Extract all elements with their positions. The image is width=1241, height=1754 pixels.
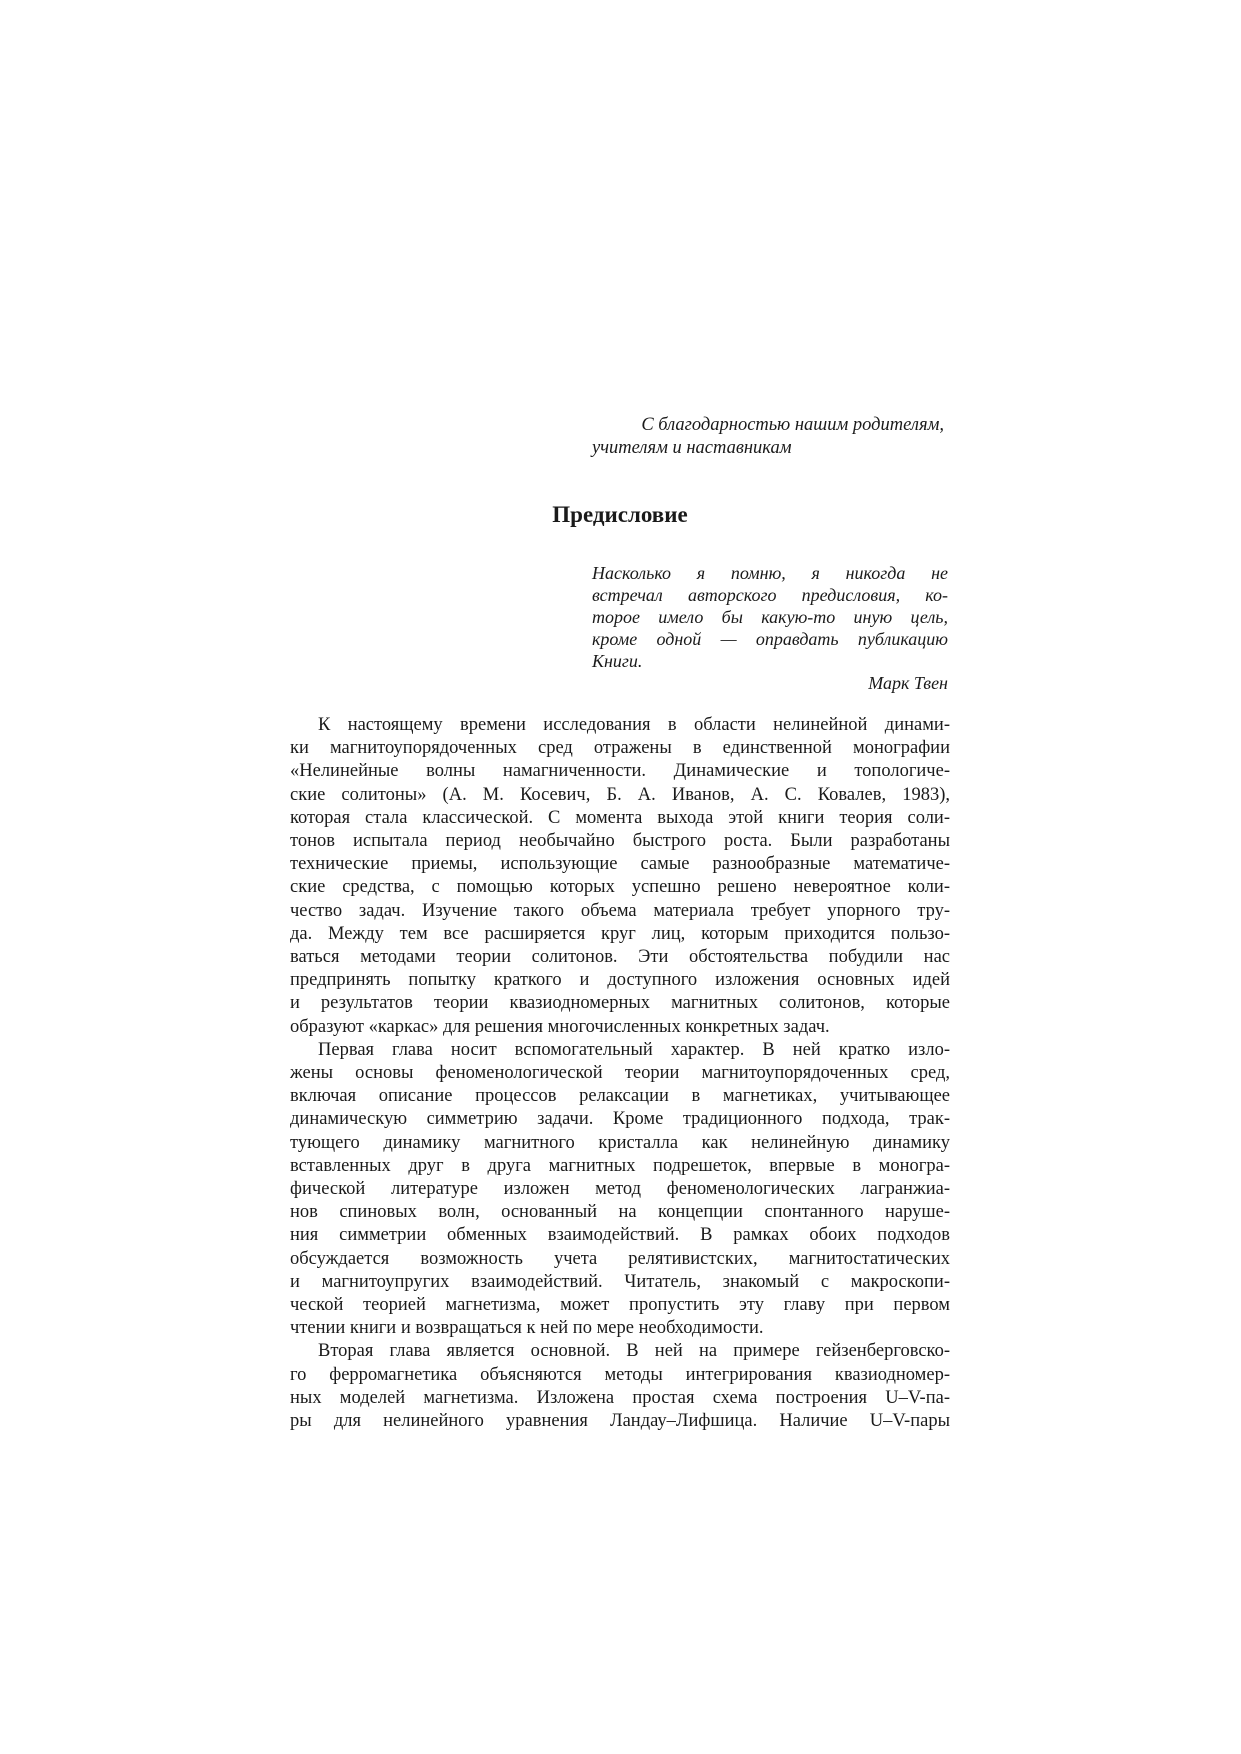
- paragraph-line: вставленных друг в друга магнитных подрешеток, впервые в моногра-: [290, 1155, 950, 1176]
- paragraph-line: которая стала классической. С момента выхода этой книги теория соли-: [290, 807, 950, 828]
- paragraph-line: образуют «каркас» для решения многочисленных конкретных задач.: [290, 1016, 830, 1037]
- paragraph-line: ваться методами теории солитонов. Эти обстоятельства побудили нас: [290, 947, 950, 968]
- epigraph-author: Марк Твен: [868, 673, 948, 693]
- paragraph-line: «Нелинейные волны намагниченности. Динамические и топологиче-: [290, 761, 950, 782]
- paragraph-line: ния симметрии обменных взаимодействий. В рамках обоих подходов: [290, 1225, 950, 1246]
- epigraph-line: Книги.: [592, 651, 643, 671]
- paragraph-line: К настоящему времени исследования в области нелинейной динами-: [318, 715, 950, 735]
- dedication-line-1: С благодарностью нашим родителям,: [641, 415, 944, 435]
- epigraph-line: Насколько я помню, я никогда не: [592, 563, 948, 583]
- paragraph-line: и результатов теории квазиодномерных магнитных солитонов, которые: [290, 993, 950, 1014]
- paragraph-line: да. Между тем все расширяется круг лиц, которым приходится пользо-: [290, 923, 950, 944]
- epigraph-line: кроме одной — оправдать публикацию: [592, 629, 948, 649]
- paragraph: [290, 1340, 950, 1433]
- paragraph-line: ры для нелинейного уравнения Ландау–Лифшица. Наличие U–V-пары: [290, 1411, 950, 1432]
- paragraph-line: фической литературе изложен метод феноменологических лагранжиа-: [290, 1179, 950, 1200]
- paragraph-line: чтении книги и возвращаться к ней по мере необходимости.: [290, 1318, 764, 1339]
- paragraph-line: и магнитоупругих взаимодействий. Читатель, знакомый с макроскопи-: [290, 1271, 950, 1292]
- epigraph-line: торое имело бы какую-то иную цель,: [592, 607, 948, 627]
- paragraph-line: включая описание процессов релаксации в магнетиках, учитывающее: [290, 1086, 950, 1107]
- dedication-line-2: учителям и наставникам: [592, 438, 792, 458]
- paragraph-line: ские солитоны» (А. М. Косевич, Б. А. Иванов, А. С. Ковалев, 1983),: [290, 784, 950, 805]
- paragraph-line: чество задач. Изучение такого объема материала требует упорного тру-: [290, 900, 950, 921]
- paragraph-line: жены основы феноменологической теории магнитоупорядоченных сред,: [290, 1063, 950, 1084]
- paragraph: [290, 1039, 950, 1341]
- paragraph-line: предпринять попытку краткого и доступного изложения основных идей: [290, 970, 950, 991]
- paragraph-line: ские средства, с помощью которых успешно решено невероятное коли-: [290, 877, 950, 898]
- paragraph-line: динамическую симметрию задачи. Кроме традиционного подхода, трак-: [290, 1109, 950, 1130]
- paragraph-line: ческой теорией магнетизма, может пропустить эту главу при первом: [290, 1295, 950, 1316]
- paragraph: [290, 714, 950, 1039]
- paragraph-line: тующего динамику магнитного кристалла как нелинейную динамику: [290, 1132, 950, 1153]
- dedication: [560, 414, 944, 460]
- paragraph-line: технические приемы, использующие самые разнообразные математиче-: [290, 854, 950, 875]
- page-title: Предисловие: [552, 502, 688, 527]
- paragraph-line: нов спиновых волн, основанный на концепции спонтанного наруше-: [290, 1202, 950, 1223]
- paragraph-line: Первая глава носит вспомогательный характер. В ней кратко изло-: [318, 1039, 950, 1060]
- epigraph-line: встречал авторского предисловия, ко-: [592, 585, 948, 605]
- body-text: [290, 714, 950, 1433]
- paragraph-line: ки магнитоупорядоченных сред отражены в единственной монографии: [290, 738, 950, 759]
- paragraph-line: Вторая глава является основной. В ней на примере гейзенберговско-: [318, 1341, 950, 1362]
- paragraph-line: ных моделей магнетизма. Изложена простая схема построения U–V-па-: [290, 1387, 950, 1408]
- paragraph-line: обсуждается возможность учета релятивистских, магнитостатических: [290, 1248, 950, 1269]
- paragraph-line: тонов испытала период необычайно быстрого роста. Были разработаны: [290, 831, 950, 852]
- paragraph-line: го ферромагнетика объясняются методы интегрирования квазиодномер-: [290, 1364, 950, 1385]
- epigraph: [592, 562, 948, 694]
